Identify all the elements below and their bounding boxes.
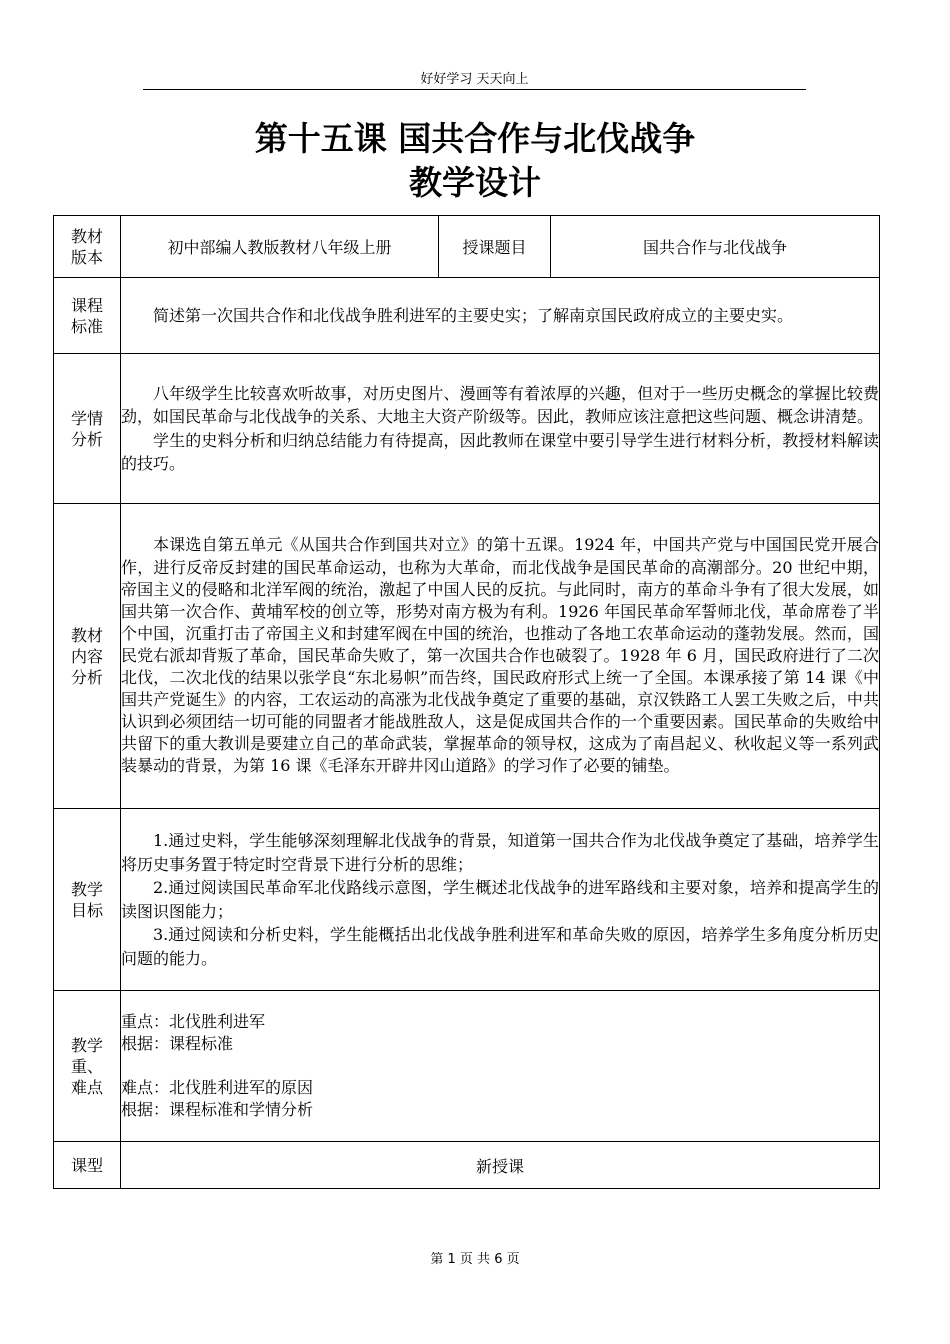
goal-item: 2.通过阅读国民革命军北伐路线示意图，学生概述北伐战争的进军路线和主要对象，培养和提高学生的读图识图能力； — [121, 878, 879, 921]
label-standard: 课程 标准 — [54, 278, 121, 354]
goal-item: 1.通过史料，学生能够深刻理解北伐战争的背景，知道第一国共合作为北伐战争奠定了基础，培养学生将历史事务置于特定时空背景下进行分析的思维； — [121, 831, 879, 874]
lesson-type-value: 新授课 — [121, 1142, 880, 1189]
label-lesson-type: 课型 — [54, 1142, 121, 1189]
key-point-basis: 根据：课程标准 — [121, 1034, 234, 1053]
page-footer: 第 1 页 共 6 页 — [430, 1252, 520, 1267]
row-standard — [54, 278, 880, 354]
topic-value: 国共合作与北伐战争 — [551, 216, 880, 278]
edition-value: 初中部编人教版教材八年级上册 — [121, 216, 439, 278]
label-students: 学情 分析 — [54, 354, 121, 504]
row-goals — [54, 809, 880, 991]
difficult-point: 难点：北伐胜利进军的原因 — [121, 1078, 314, 1097]
key-point: 重点：北伐胜利进军 — [121, 1012, 266, 1031]
students-paragraph: 八年级学生比较喜欢听故事，对历史图片、漫画等有着浓厚的兴趣，但对于一些历史概念的掌握比较费劲，如国民革命与北伐战争的关系、大地主大资产阶级等。因此，教师应该注意把这些问题、概念讲清楚。 — [121, 383, 879, 426]
difficult-point-basis: 根据：课程标准和学情分析 — [121, 1100, 314, 1119]
spacer — [121, 1055, 879, 1077]
standard-cell — [121, 278, 880, 354]
label-topic: 授课题目 — [439, 216, 551, 278]
row-edition — [54, 216, 880, 278]
page-header: 好好学习 天天向上 — [420, 72, 529, 87]
students-cell — [121, 354, 880, 504]
row-keypoints — [54, 991, 880, 1142]
label-keypoints: 教学 重、 难点 — [54, 991, 121, 1142]
lesson-plan-table — [53, 215, 880, 1189]
header-rule — [143, 89, 806, 90]
students-paragraph: 学生的史料分析和归纳总结能力有待提高，因此教师在课堂中要引导学生进行材料分析，教授材料解读的技巧。 — [121, 430, 879, 473]
label-content: 教材 内容 分析 — [54, 504, 121, 809]
document-title — [0, 117, 950, 205]
content-text: 本课选自第五单元《从国共合作到国共对立》的第十五课。1924 年，中国共产党与中国国民党开展合作，进行反帝反封建的国民革命运动，也称为大革命，而北伐战争是国民革命的高潮部分。20 世纪中期，帝国主义的侵略和北洋军阀的统治，激起了中国人民的反抗。与此同时，南方的革命斗争有了很大发展，如国共第一次合作、黄埔军校的创立等，形势对南方极为有利。1926 年国民革命军誓师北伐，革命席卷了半个中国，沉重打击了帝国主义和封建军阀在中国的统治，也推动了各地工农革命运动的蓬勃发展。然而，国民党右派却背叛了革命，国民革命失败了，第一次国共合作也破裂了。1928 年 6 月，国民政府进行了二次北伐，二次北伐的结果以张学良“东北易帜”而告终，国民政府形式上统一了全国。本课承接了第 14 课《中国共产党诞生》的内容，工农运动的高涨为北伐战争奠定了重要的基础，京汉铁路工人罢工失败之后，中共认识到必须团结一切可能的同盟者才能战胜敌人，这是促成国共合作的一个重要因素。国民革命的失败给中共留下的重大教训是要建立自己的革命武装，掌握革命的领导权，这成为了南昌起义、秋收起义等一系列武装暴动的背景，为第 16 课《毛泽东开辟井冈山道路》的学习作了必要的铺垫。 — [121, 535, 879, 776]
goals-cell — [121, 809, 880, 991]
standard-text: 简述第一次国共合作和北伐战争胜利进军的主要史实；了解南京国民政府成立的主要史实。 — [153, 306, 794, 325]
keypoints-cell — [121, 991, 880, 1142]
label-edition: 教材 版本 — [54, 216, 121, 278]
row-content — [54, 504, 880, 809]
label-goals: 教学 目标 — [54, 809, 121, 991]
row-lesson-type — [54, 1142, 880, 1189]
row-students — [54, 354, 880, 504]
title-line-1: 第十五课 国共合作与北伐战争 — [254, 119, 696, 158]
content-cell — [121, 504, 880, 809]
title-line-2: 教学设计 — [409, 163, 541, 202]
goal-item: 3.通过阅读和分析史料，学生能概括出北伐战争胜利进军和革命失败的原因，培养学生多角度分析历史问题的能力。 — [121, 925, 879, 968]
